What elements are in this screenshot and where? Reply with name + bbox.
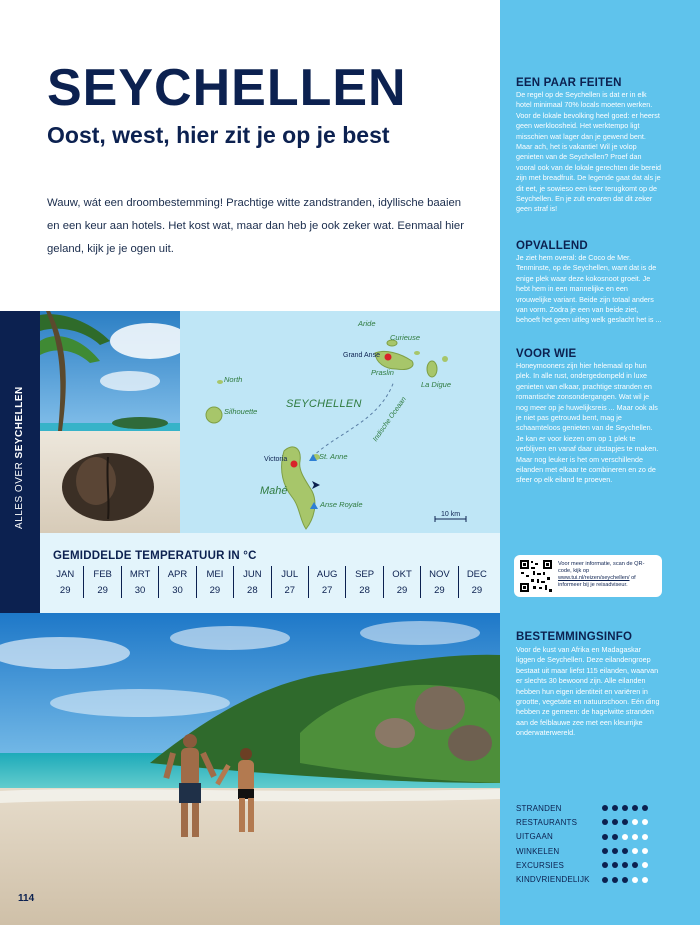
rating-label: WINKELEN (516, 846, 560, 856)
temperature-column (309, 566, 346, 598)
map-label-mahe: Mahé (260, 485, 288, 497)
map-label-la-digue: La Digue (421, 380, 452, 389)
temperature-column (47, 566, 84, 598)
temperature-month: MRT (129, 569, 151, 580)
temperature-month: SEP (355, 569, 375, 580)
side-tab-label: ALLES OVER SEYCHELLEN (14, 386, 25, 529)
for-whom-section (516, 348, 662, 486)
temperature-column (159, 566, 196, 598)
map-title: SEYCHELLEN (286, 398, 362, 410)
rating-label: KINDVRIENDELIJK (516, 875, 590, 885)
temperature-column (459, 566, 495, 598)
rating-dots (602, 848, 648, 854)
temperature-month: APR (167, 569, 188, 580)
temperature-value: 29 (434, 585, 445, 596)
map-label-north: North (224, 375, 243, 384)
map-label-ocean: Indische Oceaan (372, 395, 408, 444)
map-label-grand-anse: Grand Anse (343, 352, 380, 359)
rating-dot-filled (632, 862, 638, 868)
temperature-value: 29 (97, 585, 108, 596)
qr-info-text: Voor meer informatie, scan de QR-code, kijk op www.tui.nl/reizen/seychellen/ of informeer bij je reisadviseur. (558, 561, 645, 588)
rating-label: RESTAURANTS (516, 817, 578, 827)
for-whom-title: VOOR WIE (516, 348, 577, 360)
rating-dot-filled (632, 805, 638, 811)
temperature-column (197, 566, 234, 598)
page-subtitle: Oost, west, hier zit je op je best (47, 122, 390, 148)
qr-info-box (514, 555, 662, 597)
temperature-table (47, 566, 495, 598)
rating-dots (602, 834, 648, 840)
rating-dots (602, 819, 648, 825)
temperature-value: 30 (134, 585, 146, 596)
temperature-value: 27 (321, 585, 333, 596)
temperature-value: 29 (471, 585, 483, 596)
beach-couple-photo (0, 613, 500, 925)
destination-info-section (516, 631, 662, 739)
temperature-column (234, 566, 271, 598)
facts-text: De regel op de Seychellen is dat er in elk hotel minimaal 70% locals moeten werken. Voor de lokale bevolking heel goed: er heerst geen werkloosheid. Het werktempo ligt misschien wat lager dan je gewend bent. Maar ach, het is vakantie! Wil je volop genieten van de Seychellen? Proef dan vooral ook van de lokale gerechten die bereid zijn met breadfruit. De legende gaat dat als je dit eet, je sowieso een keer terugkomt op de Seychellen. En je zult ervaren dat dit zeker geen straf is! (516, 90, 662, 214)
rating-dot-filled (602, 877, 608, 883)
coco-de-mer-photo (40, 311, 180, 533)
page-title: SEYCHELLEN (47, 59, 407, 117)
temperature-column (272, 566, 309, 598)
rating-dots (602, 862, 648, 868)
map-label-praslin: Praslin (371, 368, 394, 377)
notable-title: OPVALLEND (516, 240, 588, 252)
facts-section (516, 77, 662, 215)
seychelles-map (180, 311, 500, 533)
notable-text: Je ziet hem overal: de Coco de Mer. Tenminste, op de Seychellen, want dat is de enige plek waar deze kokosnoot groeit. Je hebt hem in een mannelijke en een vrouwelijke variant. Beide zijn totaal anders van vorm. Zodra je een van beide ziet, behoeft het geen uitleg welk geslacht het is ... (516, 253, 662, 325)
temperature-column (122, 566, 159, 598)
temperature-value: 29 (396, 585, 408, 596)
rating-dot-filled (602, 862, 608, 868)
map-label-st-anne: St. Anne (319, 452, 348, 461)
rating-dots (602, 877, 648, 883)
temperature-month: JAN (56, 569, 75, 580)
rating-dot-empty (642, 848, 648, 854)
rating-dot-filled (602, 819, 608, 825)
rating-dot-filled (612, 819, 618, 825)
map-scale-label: 10 km (441, 511, 461, 518)
rating-dot-filled (602, 848, 608, 854)
temperature-title: GEMIDDELDE TEMPERATUUR IN °C (53, 550, 257, 562)
intro-text: Wauw, wát een droombestemming! Prachtige witte zandstranden, idyllische baaien en een keur aan hotels. Het kost wat, maar dan heb je ook zeker wat. Eenmaal hier geland, kijk je je ogen uit. (47, 197, 464, 255)
rating-dot-filled (612, 862, 618, 868)
temperature-month: JUL (281, 569, 299, 580)
temperature-month: FEB (93, 569, 112, 580)
destination-info-text: Voor de kust van Afrika en Madagaskar liggen de Seychellen. Deze eilandengroep bestaat uit maar liefst 115 eilanden, waarvan er slechts 30 bewoond zijn. Alle eilanden hebben hun eigen identiteit en variëren in grootte, vegetatie en natuurschoon. Eén ding hebben ze gemeen: de hagelwitte stranden aan de felblauwe zee met een kleurrijke onderwaterwereld. (516, 645, 660, 738)
map-label-curieuse: Curieuse (390, 333, 421, 342)
rating-dots (602, 805, 648, 811)
coco-de-mer-image (40, 311, 180, 533)
rating-dot-empty (632, 877, 638, 883)
rating-dot-filled (622, 805, 628, 811)
rating-dot-filled (612, 877, 618, 883)
rating-label: UITGAAN (516, 832, 553, 842)
rating-row (516, 858, 666, 872)
temperature-value: 29 (209, 585, 221, 596)
temperature-month: MEI (206, 569, 224, 580)
temperature-column (384, 566, 421, 598)
rating-dot-filled (622, 848, 628, 854)
temperature-value: 27 (284, 585, 296, 596)
rating-dot-empty (632, 848, 638, 854)
rating-dot-empty (632, 819, 638, 825)
rating-dot-empty (622, 834, 628, 840)
rating-dot-filled (622, 819, 628, 825)
rating-label: STRANDEN (516, 803, 562, 813)
side-tab (0, 311, 40, 613)
qr-code-icon[interactable] (519, 559, 553, 593)
rating-dot-filled (612, 848, 618, 854)
rating-row (516, 830, 666, 844)
facts-title: EEN PAAR FEITEN (516, 77, 622, 89)
temperature-month: DEC (466, 569, 487, 580)
temperature-column (421, 566, 458, 598)
temperature-value: 29 (59, 585, 71, 596)
rating-dot-filled (622, 877, 628, 883)
temperature-value: 30 (172, 585, 183, 596)
for-whom-text: Honeymooners zijn hier helemaal op hun plek. In alle rust, ondergedompeld in luxe genieten van elkaar, prachtige stranden en romantische zonsondergangen. Wat wil je nog meer op je huwelijksreis ... Maar ook als je niet pas getrouwd bent, mag je schaamteloos genieten van de Seychellen. Je kan er voor kiezen om op 1 plek te verblijven en vanaf daar uitstapjes te maken. Maar nog leuker is het om verschillende eilanden met elkaar te combineren en zo de sfeer op elk eiland te proeven. (516, 361, 659, 485)
rating-row (516, 801, 666, 815)
map-label-anse-royale: Anse Royale (320, 500, 363, 509)
temperature-month: OKT (392, 569, 412, 580)
temperature-month: NOV (429, 569, 450, 580)
temperature-column (84, 566, 121, 598)
temperature-column (346, 566, 383, 598)
rating-row (516, 872, 666, 886)
destination-info-title: BESTEMMINGSINFO (516, 631, 633, 643)
rating-dot-empty (642, 877, 648, 883)
map-label-victoria: Victoria (264, 456, 288, 463)
ratings-list (516, 801, 666, 887)
rating-dot-filled (602, 834, 608, 840)
rating-row (516, 844, 666, 858)
temperature-value: 28 (359, 585, 370, 596)
rating-dot-empty (642, 862, 648, 868)
page-number: 114 (18, 893, 35, 904)
rating-dot-filled (612, 805, 618, 811)
rating-dot-filled (622, 862, 628, 868)
beach-couple-image (0, 613, 500, 925)
temperature-month: JUN (243, 569, 262, 580)
temperature-value: 28 (247, 585, 258, 596)
qr-link[interactable]: www.tui.nl/reizen/seychellen/ (558, 575, 630, 581)
rating-dot-empty (642, 834, 648, 840)
rating-dot-filled (612, 834, 618, 840)
rating-row (516, 815, 666, 829)
rating-dot-filled (642, 805, 648, 811)
map-label-silhouette: Silhouette (224, 407, 258, 416)
temperature-month: AUG (316, 569, 338, 580)
rating-dot-filled (602, 805, 608, 811)
rating-dot-empty (632, 834, 638, 840)
map-label-aride: Aride (358, 319, 376, 328)
rating-dot-empty (642, 819, 648, 825)
rating-label: EXCURSIES (516, 860, 565, 870)
notable-section (516, 240, 662, 326)
